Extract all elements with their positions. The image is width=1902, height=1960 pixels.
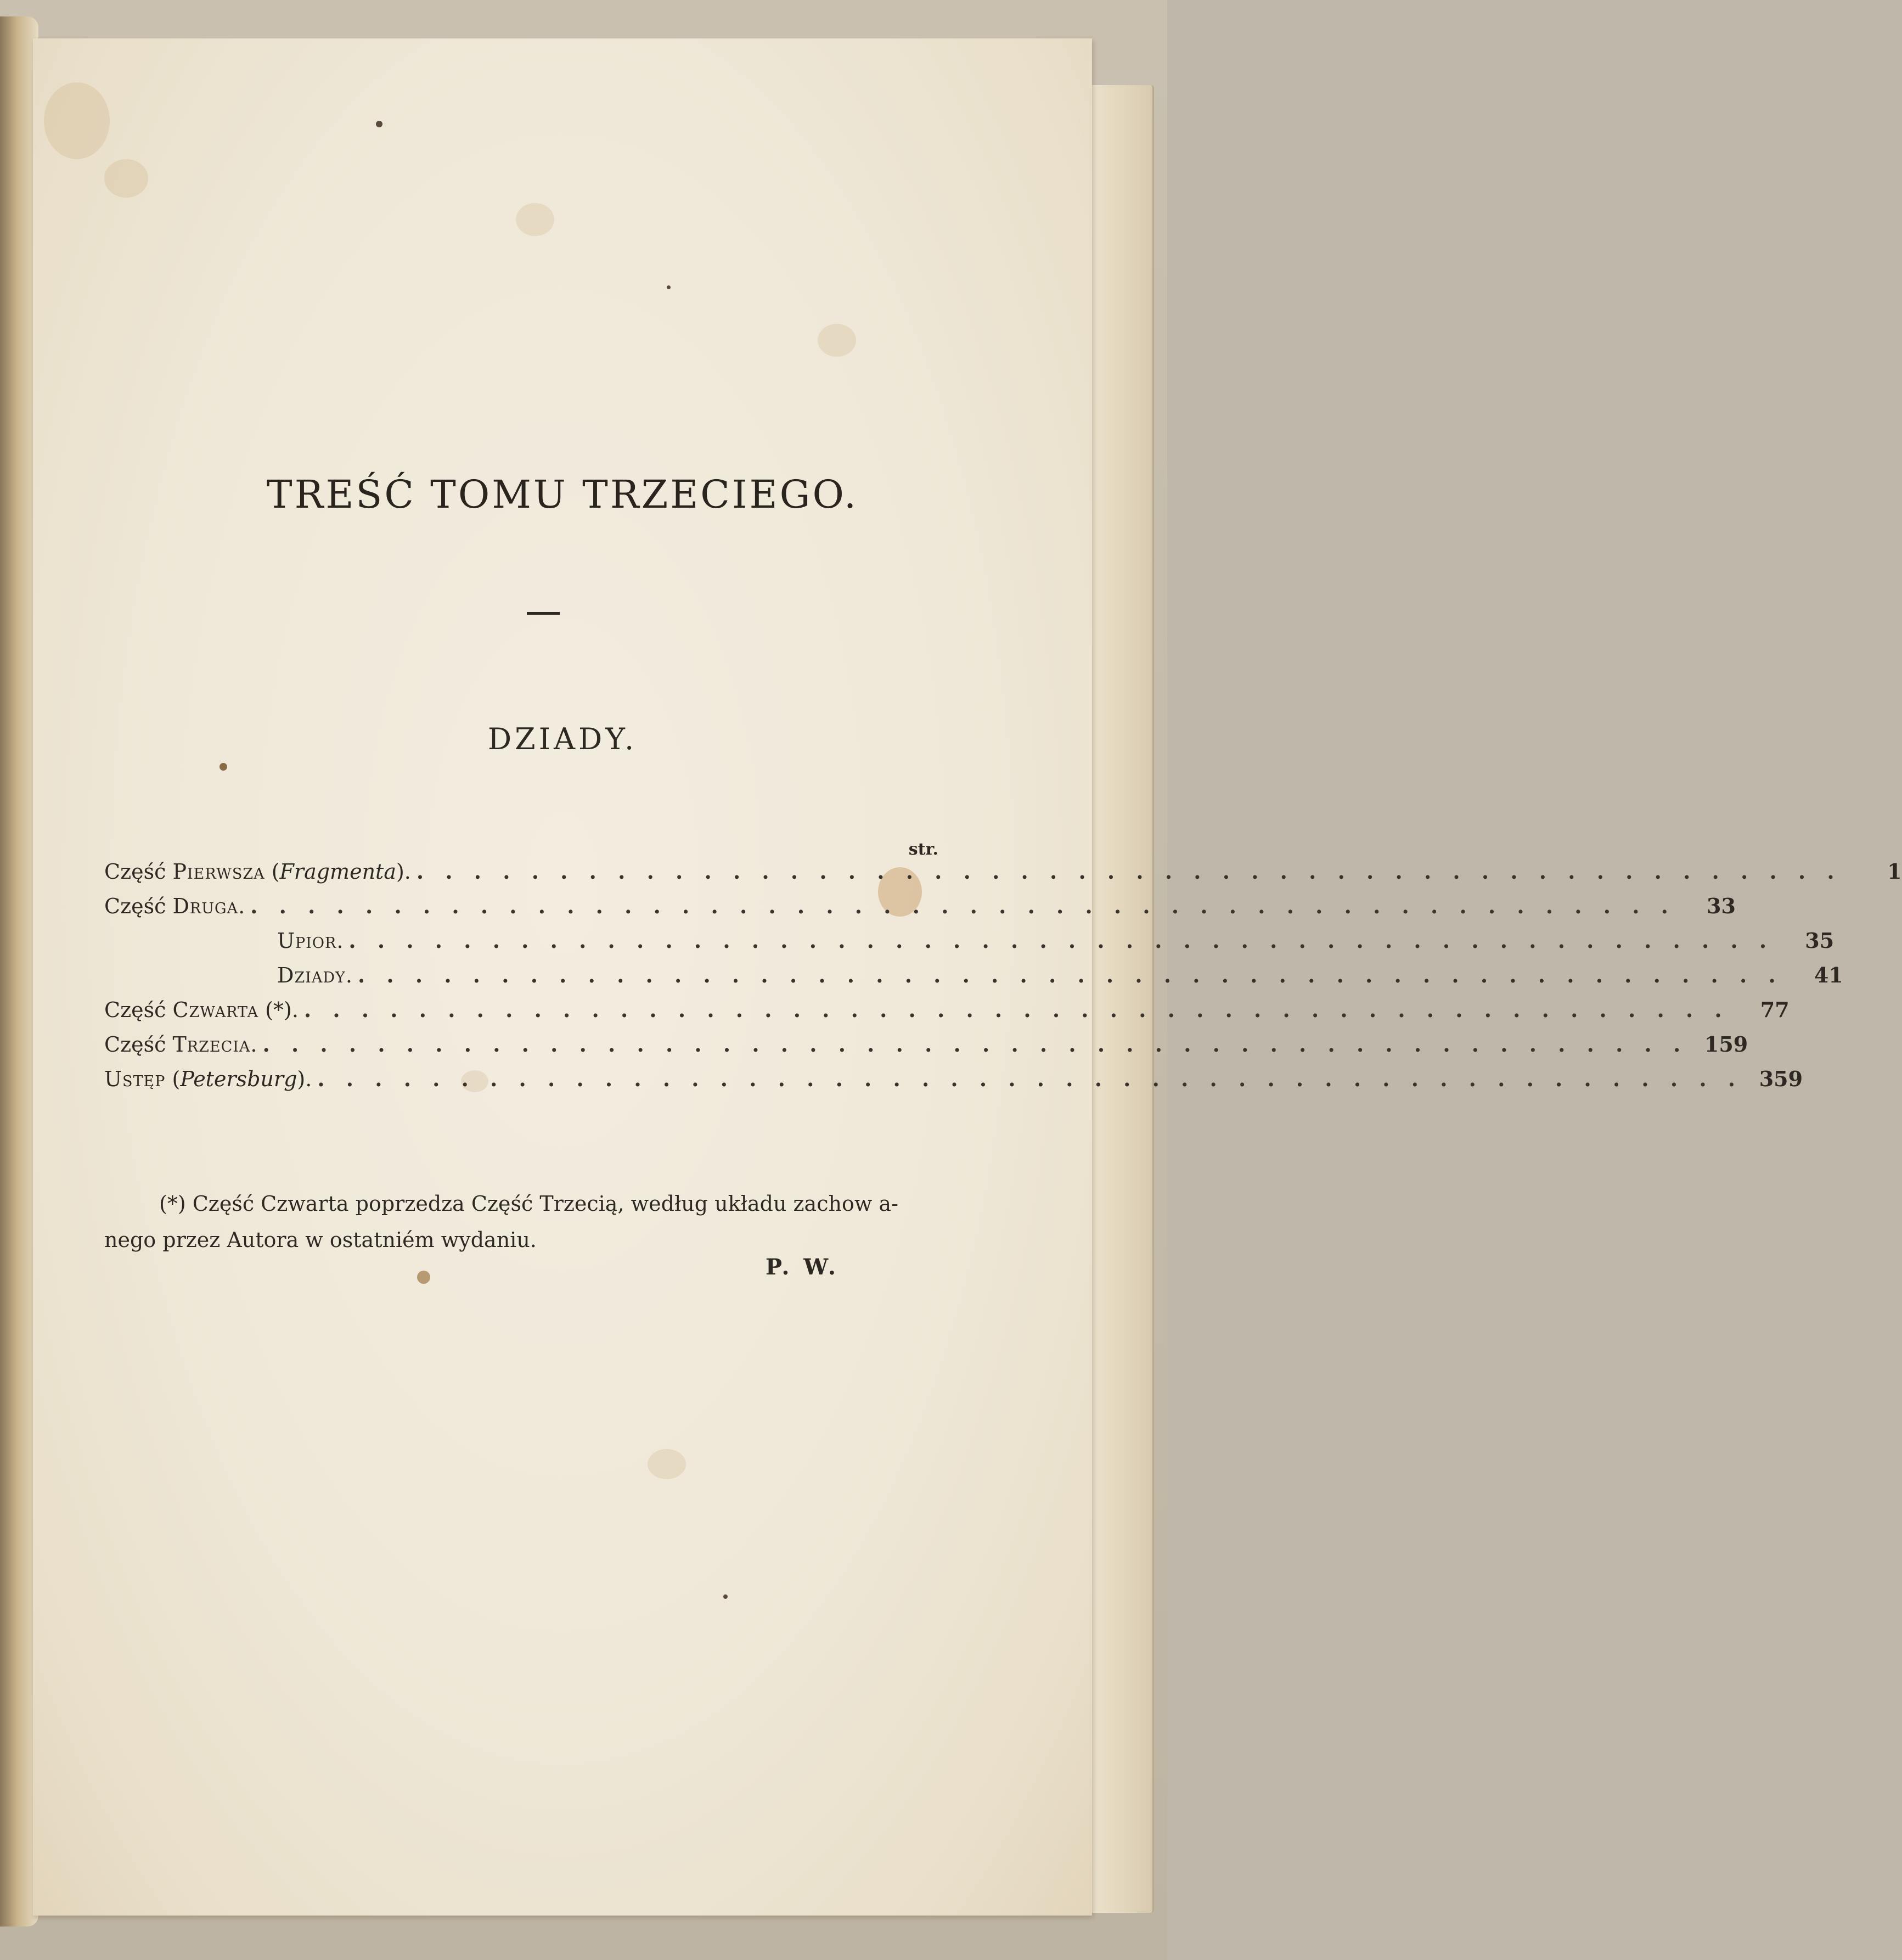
toc-entry-sc: Dziady xyxy=(277,963,346,987)
toc-entry-title xyxy=(104,998,299,1022)
toc-entry-sc: Upior xyxy=(277,929,337,953)
ink-speck xyxy=(667,285,671,289)
foxing-stain xyxy=(104,159,148,198)
toc-entry-title xyxy=(104,860,411,884)
footnote-line: nego przez Autora w ostatniém wydaniu. xyxy=(104,1228,537,1252)
toc-entry-pre: Część xyxy=(104,998,173,1022)
toc-page-number: 77 xyxy=(1760,997,1790,1022)
foxing-stain xyxy=(44,82,110,159)
ink-speck xyxy=(723,1594,728,1599)
toc-entry-post: . xyxy=(250,1032,257,1057)
toc-entry-pre: Część xyxy=(104,1032,173,1057)
page-title: TREŚĆ TOMU TRZECIEGO. xyxy=(266,472,859,517)
toc-entry-sc: Trzecia xyxy=(172,1032,251,1057)
toc-page-number: 1 xyxy=(1887,859,1902,884)
dot-leader: . . . . . . . . . . . . . . . . . . . . . . . . . . . . . . . . . . . . . . . . . . . . . . . . . . xyxy=(357,963,1783,987)
toc-entry xyxy=(104,997,1790,1030)
toc-entry-post: ( xyxy=(165,1067,181,1091)
toc-entry-post: (*). xyxy=(258,998,299,1022)
ink-speck xyxy=(376,121,382,127)
toc-entry-post: ( xyxy=(265,860,280,884)
toc-entry-post: . xyxy=(336,929,344,953)
toc-page-number: 159 xyxy=(1704,1032,1748,1057)
foxing-stain xyxy=(516,203,554,236)
toc-entry xyxy=(104,1032,1748,1065)
toc-entry-pre: Część xyxy=(104,860,173,884)
toc-entry-tail: ). xyxy=(396,860,411,884)
ink-speck xyxy=(220,763,227,771)
foxing-stain xyxy=(648,1449,686,1479)
toc-entry-sc: Ustęp xyxy=(104,1067,166,1091)
toc-entry-pre: Część xyxy=(104,894,173,918)
toc-entry-title xyxy=(277,929,343,953)
toc-entry-title xyxy=(104,1032,257,1057)
toc-entry-post: . xyxy=(345,963,352,987)
toc-entry-sc: Pierwsza xyxy=(172,860,265,884)
toc-entry xyxy=(104,894,1736,926)
footnote-line: (*) Część Czwarta poprzedza Część Trzecią, według układu zachow a- xyxy=(159,1192,898,1216)
toc-entry-italic: Petersburg xyxy=(180,1067,297,1091)
dot-leader: . . . . . . . . . . . . . . . . . . . . . . . . . . . . . . . . . . . . . . . . . . . . . . . . . . xyxy=(416,859,1842,884)
ink-speck xyxy=(417,1271,430,1284)
toc-entry-post: . xyxy=(238,894,245,918)
signature-initials: P. W. xyxy=(766,1254,839,1280)
toc-page-number: 359 xyxy=(1759,1066,1803,1091)
toc-entry-italic: Fragmenta xyxy=(279,860,396,884)
toc-entry-title xyxy=(104,1067,312,1091)
toc-entry xyxy=(277,963,1843,996)
toc-entry xyxy=(104,859,1902,892)
dot-leader: . . . . . . . . . . . . . . . . . . . . . . . . . . . . . . . . . . . . . . . . . . . . . . . . . . xyxy=(303,997,1729,1022)
dot-leader: . . . . . . . . . . . . . . . . . . . . . . . . . . . . . . . . . . . . . . . . . . . . . . . . . . xyxy=(348,928,1774,953)
toc-entry-sc: Czwarta xyxy=(172,998,259,1022)
footnote xyxy=(104,1186,955,1258)
dot-leader: . . . . . . . . . . . . . . . . . . . . . . . . . . . . . . . . . . . . . . . . . . . . . . . . . . xyxy=(262,1032,1688,1057)
section-title: DZIADY. xyxy=(487,722,638,756)
dot-leader: . . . . . . . . . . . . . . . . . . . . . . . . . . . . . . . . . . . . . . . . . . . . . . . . . . xyxy=(250,894,1675,918)
toc-entry-title xyxy=(104,894,245,918)
toc-entry xyxy=(104,1066,1803,1099)
foxing-stain xyxy=(818,324,856,357)
dot-leader: . . . . . . . . . . . . . . . . . . . . . . . . . . . . . . . . . . . . . . . . . . . . . . . . . . xyxy=(317,1066,1743,1091)
toc-page-number: 35 xyxy=(1805,928,1835,953)
toc-entry-title xyxy=(277,963,352,987)
title-separator-rule xyxy=(527,612,560,615)
toc-entry-tail: ). xyxy=(297,1067,312,1091)
toc-entry xyxy=(277,928,1835,961)
page-column-label: str. xyxy=(908,840,938,859)
toc-page-number: 33 xyxy=(1707,894,1736,918)
toc-page-number: 41 xyxy=(1814,963,1843,987)
toc-entry-sc: Druga xyxy=(172,894,239,918)
book-page xyxy=(33,38,1902,1916)
